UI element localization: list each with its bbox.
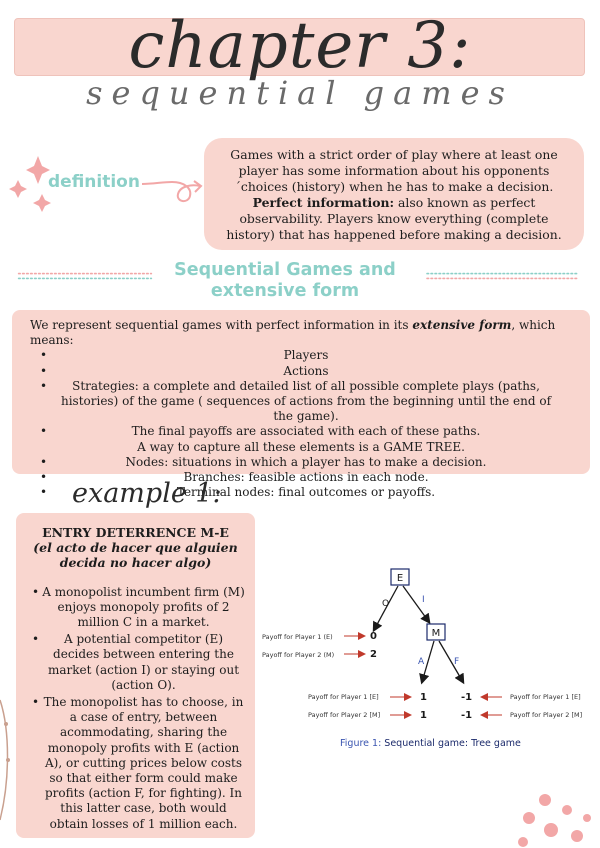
perfect-information-label: Perfect information: — [252, 195, 395, 210]
section-title — [150, 260, 420, 302]
chapter-subtitle: sequential games — [86, 74, 514, 112]
payoff-f-p1: -1 — [461, 692, 473, 703]
branch-a-label: A — [418, 657, 425, 667]
extensive-intro — [22, 318, 580, 348]
list-item: • Nodes: situations in which a player has to make a decision. — [22, 455, 580, 470]
figure-caption-text: Sequential game: Tree game — [381, 738, 521, 749]
extensive-form-term: extensive form — [412, 318, 512, 332]
list-item: • Branches: feasible actions in each node. — [22, 470, 580, 485]
definition-text: Games with a strict order of play where at least one player has some information about his opponents´choices (history) when he has to make a decision. — [230, 147, 558, 194]
definition-label: definition — [48, 172, 140, 192]
list-item: • The final payoffs are associated with each of these paths. — [22, 424, 580, 439]
payoff-out-p1: 0 — [370, 631, 377, 642]
list-item: • A monopolist incumbent firm (M) enjoys monopoly profits of 2 million C in a market. — [26, 585, 245, 631]
branch-f-label: F — [454, 657, 460, 667]
extensive-list — [22, 348, 580, 439]
section-title-line2: extensive form — [210, 281, 360, 301]
list-item: • A potential competitor (E) decides between entering the market (action I) or staying out (action O). — [26, 632, 245, 693]
section-title-line1: Sequential Games and — [174, 260, 396, 280]
node-e-label: E — [396, 573, 404, 584]
payoff-label-p2-mid: Payoff for Player 2 [M] — [308, 711, 381, 719]
figure-caption — [340, 738, 521, 749]
dotted-divider-right — [406, 272, 600, 280]
intro-text-end: , which means: — [30, 318, 556, 348]
list-item: • Terminal nodes: final outcomes or payoffs. — [22, 485, 580, 500]
payoff-label-p1-right: Payoff for Player 1 [E] — [510, 693, 581, 701]
list-item: • Players — [22, 348, 580, 363]
intro-text: We represent sequential games with perfect information in its — [30, 318, 413, 332]
list-item: • Actions — [22, 364, 580, 379]
branch-i-label: I — [422, 595, 425, 605]
payoff-a-p2: 1 — [420, 710, 427, 721]
perfect-information-desc: also known as perfect observability. Players know everything (complete history) that has happened before making a decision. — [226, 195, 562, 242]
payoff-label-p2-right: Payoff for Player 2 [M] — [510, 711, 583, 719]
curly-arrow-icon — [140, 170, 204, 210]
payoff-label-p2-left: Payoff for Player 2 (M) — [262, 651, 335, 659]
figure-label: Figure 1: — [340, 738, 382, 749]
game-tree-line: A way to capture all these elements is a GAME TREE. — [137, 439, 465, 454]
entry-title: ENTRY DETERRENCE M-E — [42, 525, 229, 540]
list-item: • Strategies: a complete and detailed list of all possible complete plays (paths, histories) of the game ( sequences of actions from the beginning until the end of the game). — [22, 379, 580, 425]
node-m-label: M — [431, 628, 441, 639]
decorative-dots-icon — [515, 790, 600, 848]
payoff-label-p1-mid: Payoff for Player 1 [E] — [308, 693, 379, 701]
sparkle-icon — [8, 152, 52, 218]
payoff-a-p1: 1 — [420, 692, 427, 703]
payoff-label-p1-left: Payoff for Player 1 (E) — [262, 633, 333, 641]
branch-i — [403, 586, 429, 622]
entry-deterrence-box — [16, 513, 255, 838]
chapter-title: chapter 3: — [128, 9, 472, 83]
payoff-out-p2: 2 — [370, 649, 377, 660]
payoff-f-p2: -1 — [461, 710, 473, 721]
example-title: example 1: — [72, 478, 222, 509]
perfect-information-text — [214, 195, 574, 243]
list-item: • The monopolist has to choose, in a case of entry, between acommodating, sharing the monopoly profits with E (action A), or cutting prices below costs so that either form could make profits (action F, for fighting). In this latter case, both would obtain losses of 1 million each. — [26, 695, 245, 832]
branch-f — [439, 641, 463, 682]
game-tree-diagram — [258, 560, 598, 735]
entry-subtitle: (el acto de hacer que alguien decida no hacer algo) — [33, 540, 238, 571]
decorative-curve-icon — [0, 690, 14, 830]
definition-box — [204, 138, 584, 250]
entry-list — [26, 585, 245, 832]
branch-o-label: O — [382, 599, 390, 609]
dotted-divider-left — [0, 272, 170, 280]
